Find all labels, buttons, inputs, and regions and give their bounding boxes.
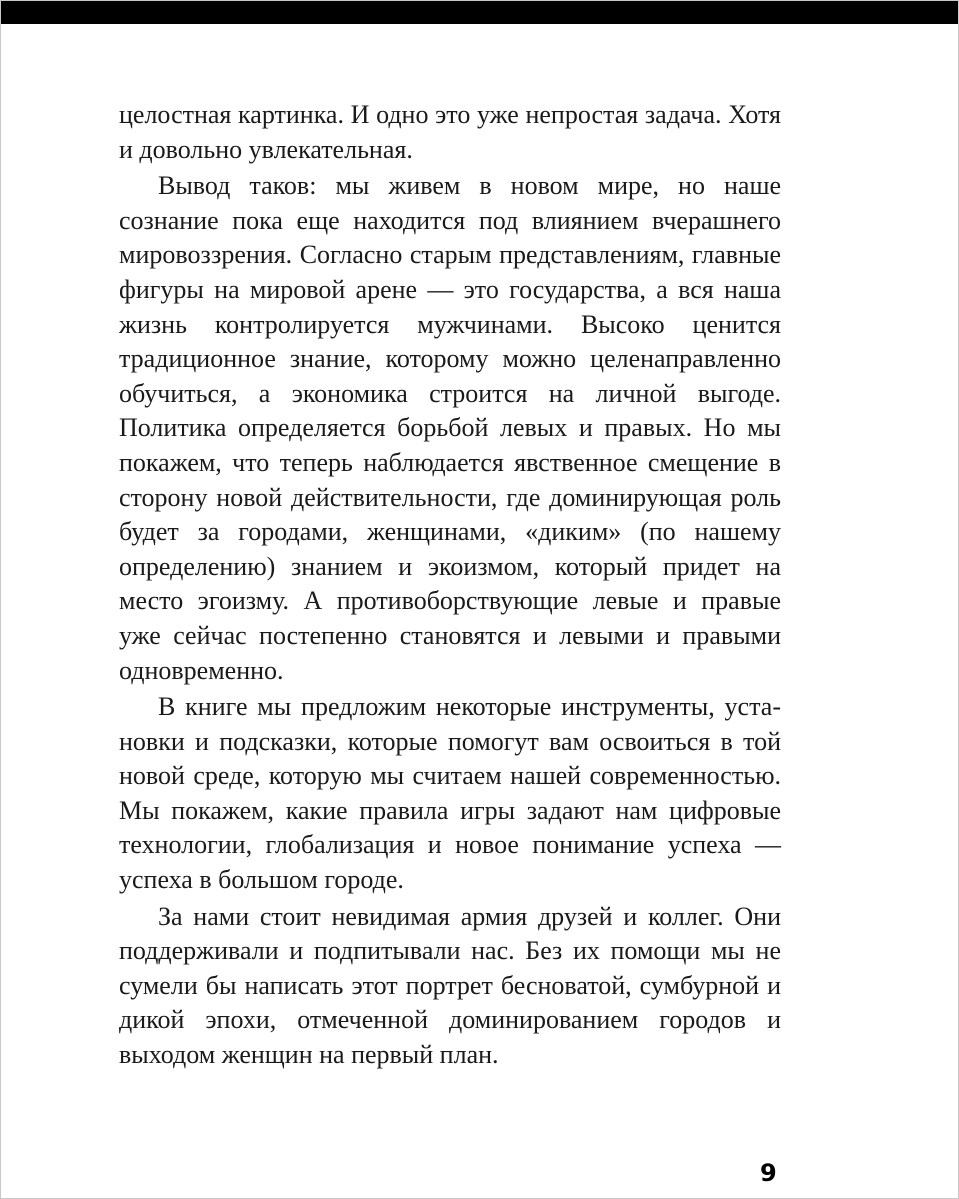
paragraph-4: За нами стоит невидимая армия друзей и коллег. Они поддерживали и подпитывали нас. Без их помощи мы не сумели бы написать этот портрет бесноватой, сумбурной и дикой эпохи, отмеченной доминированием городов и выходом женщин на первый план. xyxy=(119,901,781,1070)
paragraph-3: В книге мы предложим некоторые инструменты, установки и подсказки, которые помогут вам освоиться в той новой среде, которую мы считаем нашей современностью. Мы покажем, какие правила игры задают нам цифровые технологии, глобализация и новое понимание успеха — успеха в большом городе. xyxy=(119,692,781,895)
top-black-bar xyxy=(0,0,959,24)
page-number: 9 xyxy=(760,1159,777,1187)
paragraph-1: целостная картинка. И одно это уже непростая задача. Хотя и довольно увлекательная. xyxy=(119,100,781,164)
body-text xyxy=(119,98,781,1073)
paragraph-2: Вывод таков: мы живем в новом мире, но наше сознание пока еще находится под влиянием вчерашнего мировоззрения. Согласно старым представлениям, главные фигуры на мировой арене — это государства, а вся наша жизнь контролируется мужчинами. Высоко ценится традиционное знание, которому можно целенаправленно обучиться, а экономика строится на личной выгоде. Политика определяется борьбой левых и правых. Но мы покажем, что теперь наблюдается явственное смещение в сторону новой действительности, где доминирующая роль будет за городами, женщинами, «диким» (по нашему определению) знанием и экоизмом, который придет на место эгоизму. А противоборствующие левые и правые уже сейчас постепенно становятся и левыми и правыми одновременно. xyxy=(119,171,781,685)
